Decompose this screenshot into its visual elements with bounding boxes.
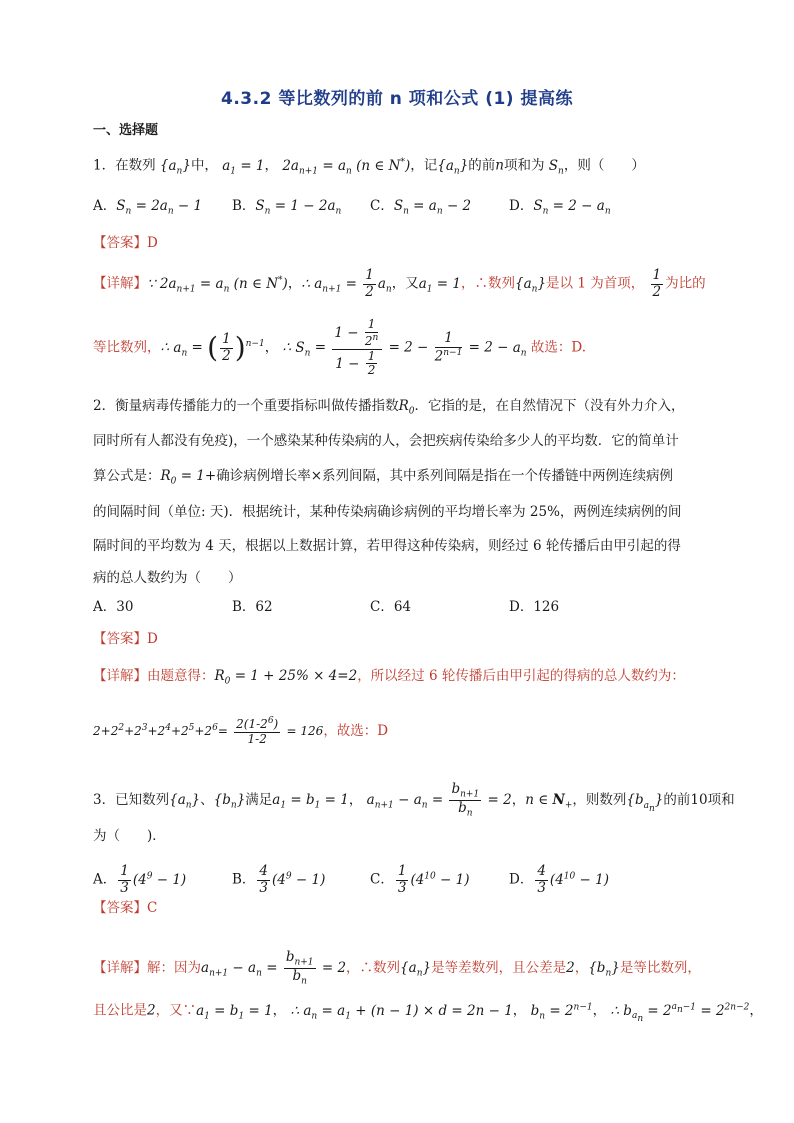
q3-answer: 【答案】C [93,900,158,916]
q2-option-c: C．64 [370,599,412,615]
q2-stem-line4: 的间隔时间（单位: 天)．根据统计，某种传染病确诊病例的平均增长率为 25%，两例连续病例的间 [93,504,682,520]
q3-detail-line2: 且公比是2，又$\because a_1 = b_1 = 1$， ∴ $a_n = a_1 + (n - 1) \times d = 2n - 1$， $b_n = 2^{n-1}$， ∴ $b_{a_n} = 2^{a_n-1} = 2^{2n-2}$， [93,1002,763,1024]
q1-detail-line1: 【详解】∵ $2a_{n+1} = a_n$ (n ∈ N*)，∴ $a_{n+1}$ = $\frac{1}{2}$ $a_n$，又$a_1 = 1$，∴数列$\{a_n\}$是以 1 为首项， $\frac{1}{2}$ 为比的 [93,267,706,300]
q2-detail-line1: 【详解】由题意得：$R_0 = 1 + 25\% \times 4=2$，所以经过 6 轮传播后由甲引起的得病的总人数约为： [93,668,685,687]
q2-option-d: D．126 [509,599,560,615]
page-title: 4.3.2 等比数列的前 n 项和公式 (1) 提高练 [221,89,573,109]
section-heading: 一、选择题 [93,123,159,138]
q2-answer: 【答案】D [93,631,158,647]
q2-stem-line5: 隔时间的平均数为 4 天，根据以上数据计算，若甲得这种传染病，则经过 6 轮传播后由甲引起的得 [93,538,681,554]
q1-option-b: B．$S_n = 1 - 2a_n$ [232,198,342,217]
q2-stem-line1: 2．衡量病毒传播能力的一个重要指标叫做传播指数$R_0$．它指的是，在自然情况下（没有外力介入， [93,398,685,417]
q2-option-a: A．30 [93,599,134,615]
q1-detail-line2: 等比数列，∴ $a_n$ = ( $\frac{1}{2}$ )$^{n-1}$， ∴ $S_n$ = 1 − $\frac{1}{2^n}$ 1 − $\frac{1}{2}$ = 2 − $\frac{1}{2^{n-1}}$ = $2 - a_n$ 故选：D. [93,317,587,378]
q1-option-d: D．$S_n = 2 - a_n$ [509,198,611,217]
q3-option-b: B． $\frac{4}{3}$ $(4^9 - 1)$ [232,863,326,896]
q2-detail-line2: $2+2^2+2^3+2^4+2^5+2^6=$ $\frac{2(1-2^6)}{1-2}$ = 126，故选：D [93,716,389,746]
q1-option-a: A．$S_n = 2a_n - 1$ [93,198,203,217]
q3-option-d: D． $\frac{4}{3}$ $(4^{10} - 1)$ [509,863,609,896]
q3-stem-line1: 3．已知数列$\{a_n\}$、$\{b_n\}$满足$a_1 = b_1 = 1$， $a_{n+1} - a_n$ = $\frac{b_{n+1}}{b_n}$ = 2，n ∈ $N_+$，则数列$\{b_{a_n}\}$的前10项和 [93,781,735,819]
q1-answer: 【答案】D [93,235,158,251]
q1-stem: 1．在数列 $\{a_n\}$中， $a_1 = 1$， $2a_{n+1} = a_n$ (n ∈ N*)，记$\{a_n\}$的前n项和为 $S_n$，则（ ） [93,157,645,177]
q3-detail-line1: 【详解】解：因为$a_{n+1} - a_n$ = $\frac{b_{n+1}}{b_n}$ = 2，∴数列$\{a_n\}$是等差数列，且公差是2，$\{b_n\}$是等比数列， [93,949,701,987]
q2-stem-line6: 病的总人数约为（ ） [93,570,242,586]
q3-option-c: C． $\frac{1}{3}$ $(4^{10} - 1)$ [370,863,470,896]
q2-stem-line3: 算公式是：$R_0 = 1+$确诊病例增长率×系列间隔，其中系列间隔是指在一个传播链中两例连续病例 [93,468,674,487]
q2-stem-line2: 同时所有人都没有免疫)，一个感染某种传染病的人，会把疾病传染给多少人的平均数．它的简单计 [93,433,679,449]
q1-option-c: C．$S_n = a_n - 2$ [370,198,472,217]
q3-option-a: A． $\frac{1}{3}$ $(4^9 - 1)$ [93,863,187,896]
q2-option-b: B．62 [232,599,273,615]
q3-stem-line2: 为（ )． [93,828,166,844]
